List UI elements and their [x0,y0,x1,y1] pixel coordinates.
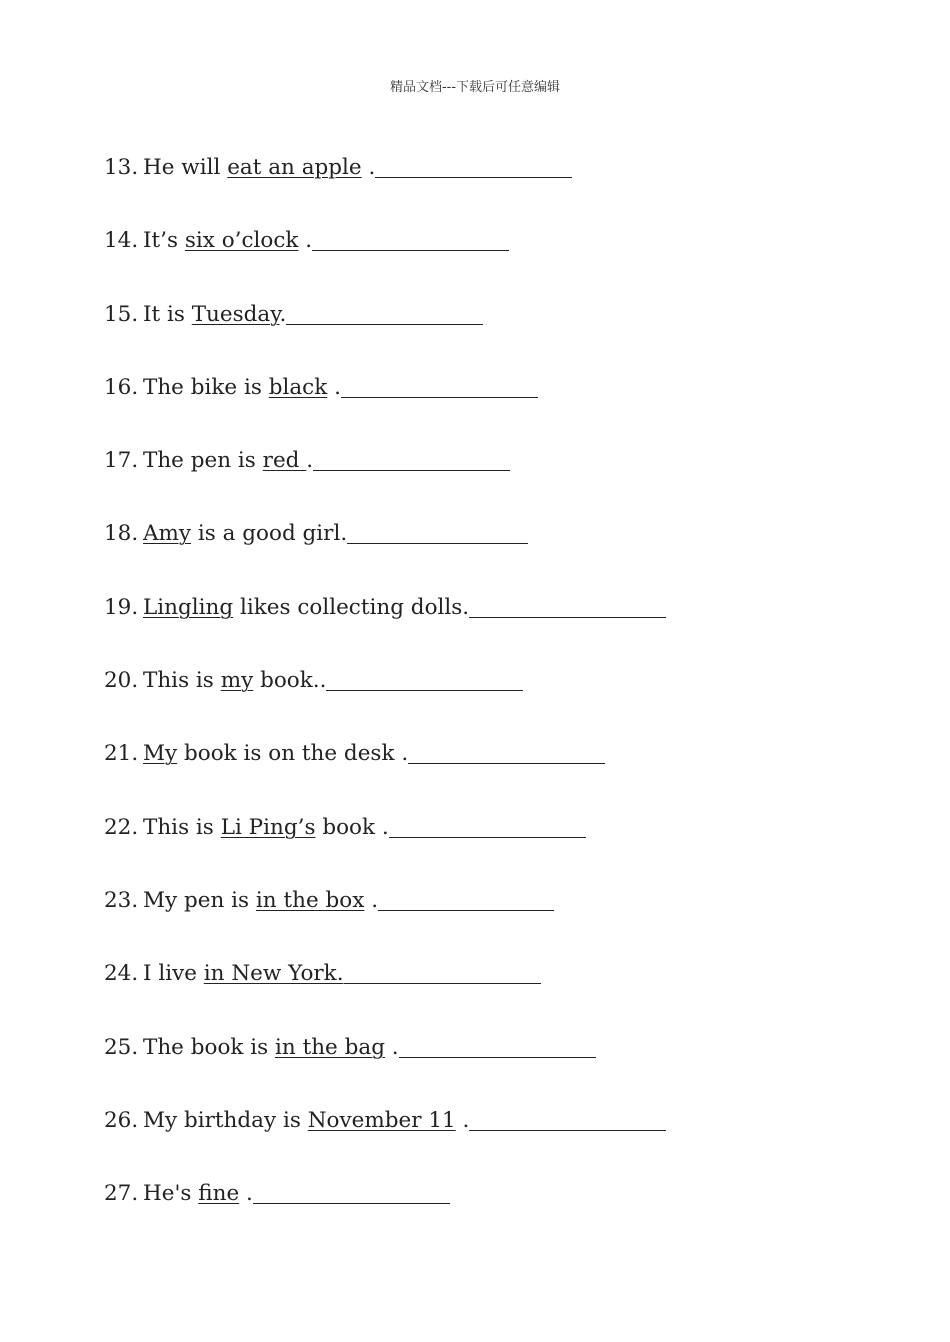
question-number: 13. [104,155,139,180]
answer-blank[interactable] [347,542,528,544]
answer-blank[interactable] [344,982,541,984]
question-list [104,152,904,1251]
question-24 [104,958,904,1031]
underlined-phrase: my [220,668,254,694]
question-13 [104,152,904,225]
question-text-pre: This is [143,668,221,694]
question-text-pre: He will [143,155,228,180]
question-23 [104,885,904,958]
underlined-phrase: in the box [255,887,365,913]
question-text-pre: The book is [143,1034,276,1060]
answer-blank[interactable] [375,176,572,178]
question-text-post: . [361,155,376,180]
question-18 [104,518,904,591]
question-text-post: . [384,1034,399,1060]
question-text-post: . [279,301,287,327]
question-14 [104,225,904,298]
underlined-phrase: fine [198,1181,240,1207]
question-text-post: . [364,887,379,913]
question-number: 19. [104,594,139,620]
question-25 [104,1032,904,1105]
question-27 [104,1178,904,1251]
underlined-phrase: November 11 [307,1107,456,1133]
question-text-post: . [455,1107,470,1133]
question-text-pre: He's [143,1181,199,1207]
question-text-pre: I live [143,961,204,987]
underlined-phrase: Tuesday [191,301,280,327]
question-26 [104,1105,904,1178]
question-text-pre: It is [143,301,192,327]
underlined-phrase: Li Ping’s [220,814,316,840]
question-16 [104,372,904,445]
answer-blank[interactable] [469,1129,666,1131]
question-text-post: likes collecting dolls. [233,594,470,620]
question-text-post: . [327,374,341,400]
question-text-pre: This is [143,814,221,840]
question-21 [104,738,904,811]
question-number: 17. [104,448,139,474]
page-header: 精品文档---下载后可任意编辑 [389,80,561,95]
underlined-phrase: six o’clock [184,228,299,254]
answer-blank[interactable] [313,469,510,471]
underlined-phrase: eat an apple [227,155,362,180]
answer-blank[interactable] [389,836,586,838]
answer-blank[interactable] [253,1202,450,1204]
answer-blank[interactable] [378,909,554,911]
question-number: 24. [104,961,139,987]
question-number: 27. [104,1181,139,1207]
question-number: 26. [104,1107,139,1133]
question-17 [104,445,904,518]
question-text-pre: The bike is [143,374,269,400]
question-number: 15. [104,301,139,327]
question-text-pre: The pen is [143,448,263,474]
question-15 [104,299,904,372]
answer-blank[interactable] [469,616,666,618]
question-number: 22. [104,814,139,840]
underlined-phrase: in the bag [275,1034,385,1060]
underlined-phrase: red [262,448,307,474]
question-20 [104,665,904,738]
underlined-phrase: in New York. [203,961,344,987]
answer-blank[interactable] [286,323,483,325]
question-text-pre: My pen is [143,887,256,913]
question-text-pre: It’s [143,228,185,254]
question-text-post: book . [315,814,389,840]
question-number: 18. [104,521,139,547]
question-text-post: is a good girl. [191,521,348,547]
question-text-post: . [306,448,314,474]
question-number: 23. [104,887,139,913]
answer-blank[interactable] [312,249,509,251]
question-text-post: book is on the desk . [177,741,409,767]
question-text-post: . [298,228,313,254]
question-text-post: book.. [253,668,327,694]
question-number: 20. [104,668,139,694]
question-number: 21. [104,741,139,767]
underlined-phrase: Lingling [143,594,234,620]
underlined-phrase: Amy [143,521,192,547]
question-text-pre: My birthday is [143,1107,308,1133]
question-number: 16. [104,374,139,400]
question-number: 25. [104,1034,139,1060]
underlined-phrase: My [143,741,178,767]
answer-blank[interactable] [326,689,523,691]
answer-blank[interactable] [399,1056,596,1058]
question-19 [104,592,904,665]
answer-blank[interactable] [341,396,538,398]
underlined-phrase: black [268,374,328,400]
question-22 [104,812,904,885]
question-number: 14. [104,228,139,254]
answer-blank[interactable] [408,762,605,764]
question-text-post: . [239,1181,253,1207]
